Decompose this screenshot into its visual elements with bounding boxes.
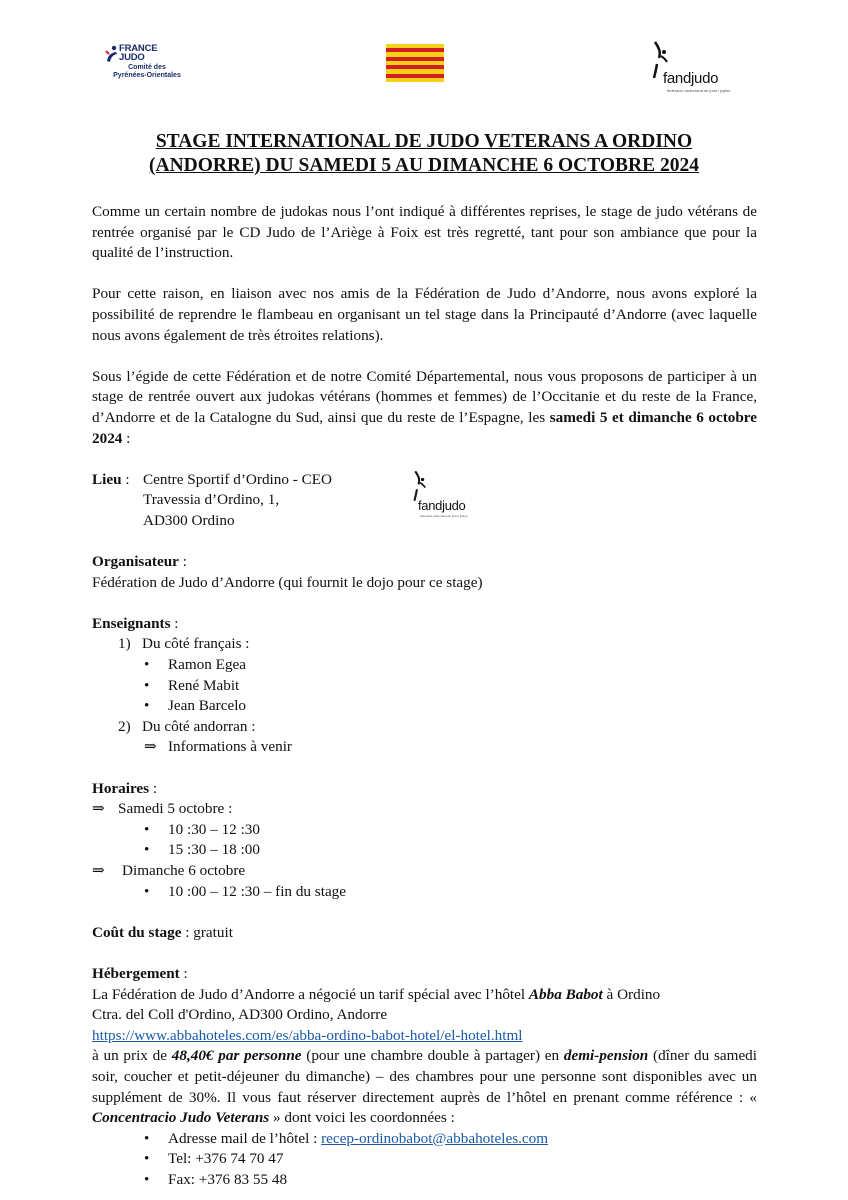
reference: Concentracio Judo Veterans	[92, 1109, 270, 1127]
hebergement-heading: Hébergement :	[92, 964, 188, 982]
list-item: • Jean Barcelo	[92, 696, 757, 717]
organisateur-heading: Organisateur :	[92, 553, 187, 571]
enseignants-heading: Enseignants :	[92, 614, 179, 632]
list-item: • 10 :00 – 12 :30 – fin du stage	[92, 882, 757, 903]
list-item: • René Mabit	[92, 676, 757, 697]
bullet-icon: •	[144, 676, 150, 694]
list-item	[92, 1149, 757, 1170]
page-title	[92, 130, 756, 178]
bullet-icon: •	[144, 656, 150, 674]
list-item: ⇒ Informations à venir	[92, 737, 757, 758]
day-sunday: ⇒ Dimanche 6 octobre	[92, 861, 757, 882]
organisateur-text: Fédération de Judo d’Andorre (qui fournit le dojo pour ce stage)	[92, 573, 483, 591]
hotel-link[interactable]: https://www.abbahoteles.com/es/abba-ordino-babot-hotel/el-hotel.html	[92, 1026, 523, 1044]
bullet-icon: •	[144, 882, 150, 900]
catalan-flag	[386, 44, 444, 82]
ffj-line1: FRANCE	[119, 43, 158, 54]
france-judo-logo	[103, 44, 193, 84]
fandjudo-logo	[651, 40, 741, 95]
hebergement-details: à un prix de 48,40€ par personne (pour une chambre double à partager) en demi-pension (dîner du samedi soir, coucher et petit-déjeuner du dimanche) – des chambres pour une personne sont disponibles avec un supplément de 30%. Il vous faut réserver directement auprès de l’hôtel en prenant comme référence : « Concentracio Judo Veterans » dont voici les coordonnées :	[92, 1047, 757, 1127]
hotel-phone: Tel: +376 74 70 47	[168, 1150, 284, 1168]
bullet-icon: •	[144, 1150, 150, 1168]
hotel-address: Ctra. del Coll d'Ordino, AD300 Ordino, Andorre	[92, 1006, 388, 1024]
bullet-icon: •	[144, 820, 150, 838]
fandjudo-tagline-small: federació andorrana de judo i jujitsu	[420, 514, 468, 518]
cout-line: Coût du stage : gratuit	[92, 923, 233, 941]
price: 48,40€ par personne	[171, 1047, 302, 1065]
list-item: • 15 :30 – 18 :00	[92, 840, 757, 861]
document-body	[92, 202, 757, 1191]
intro-paragraph-1: Comme un certain nombre de judokas nous l’ont indiqué à différentes reprises, le stage de judo vétérans de rentrée organisé par le CD Judo de l’Ariège à Foix est très regretté, tant pour son ambiance que pour la qualité de l’instruction.	[92, 203, 757, 262]
title-line1: STAGE INTERNATIONAL DE JUDO VETERANS A ORDINO	[155, 131, 693, 152]
lieu-section: Lieu : Centre Sportif d’Ordino - CEO Travessia d’Ordino, 1, AD300 Ordino	[92, 470, 757, 532]
intro-paragraph-3: Sous l’égide de cette Fédération et de notre Comité Départemental, nous vous proposons de participer à un stage de rentrée ouvert aux judokas vétérans (hommes et femmes) de l’Occitanie et du reste de la France, d’Andorre et de la Catalogne du Sud, ainsi que du reste de l’Espagne, les samedi 5 et dimanche 6 octobre 2024 :	[92, 367, 758, 447]
lieu-line: AD300 Ordino	[143, 511, 235, 529]
bullet-icon: •	[144, 697, 150, 715]
group-andorran: 2) Du côté andorran :	[118, 717, 256, 735]
lieu-label: Lieu	[92, 470, 122, 488]
hebergement-line1: La Fédération de Judo d’Andorre a négocié un tarif spécial avec l’hôtel Abba Babot à Ordino	[92, 985, 661, 1003]
bullet-icon: •	[144, 841, 150, 859]
list-item: • Adresse mail de l’hôtel : recep-ordinobabot@abbahoteles.com	[92, 1129, 757, 1150]
ffj-sub2: Pyrénées-Orientales	[113, 72, 181, 79]
bullet-icon: •	[144, 1170, 150, 1188]
group-french: 1) Du côté français :	[118, 635, 250, 653]
ffj-line2: JUDO	[119, 52, 145, 63]
fandjudo-word: fandjudo	[663, 70, 719, 87]
day-saturday: ⇒ Samedi 5 octobre :	[92, 799, 757, 820]
fandjudo-word-small: fandjudo	[418, 498, 466, 513]
pension-type: demi-pension	[563, 1047, 649, 1065]
lieu-line: Travessia d’Ordino, 1,	[143, 491, 280, 509]
cout-value: gratuit	[193, 923, 233, 941]
list-item: • 10 :30 – 12 :30	[92, 820, 757, 841]
hotel-fax: Fax: +376 83 55 48	[168, 1170, 288, 1188]
intro-paragraph-2: Pour cette raison, en liaison avec nos amis de la Fédération de Judo d’Andorre, nous avons exploré la possibilité de reprendre le flambeau en organisant un tel stage dans la Principauté d’Andorre (avec laquelle nous avons également de très étroites relations).	[92, 285, 757, 344]
lieu-line: Centre Sportif d’Ordino - CEO	[143, 470, 332, 488]
horaires-heading: Horaires :	[92, 779, 158, 797]
ffj-sub1: Comité des	[128, 64, 166, 71]
arrow-icon: ⇒	[92, 800, 105, 818]
fandjudo-tagline: federació andorrana de judo i jujitsu	[667, 88, 731, 93]
list-item: • Ramon Egea	[92, 655, 757, 676]
bullet-icon: •	[144, 1129, 150, 1147]
hotel-name: Abba Babot	[528, 985, 603, 1003]
arrow-icon: ⇒	[92, 862, 105, 879]
hotel-email-link[interactable]: recep-ordinobabot@abbahoteles.com	[321, 1129, 549, 1147]
arrow-icon: ⇒	[144, 738, 157, 756]
judoka-icon	[105, 45, 119, 63]
list-item	[92, 1170, 757, 1191]
stage-dates: samedi 5 et dimanche 6 octobre 2024	[92, 408, 758, 447]
title-line2: (ANDORRE) DU SAMEDI 5 AU DIMANCHE 6 OCTOBRE 2024	[149, 155, 699, 176]
